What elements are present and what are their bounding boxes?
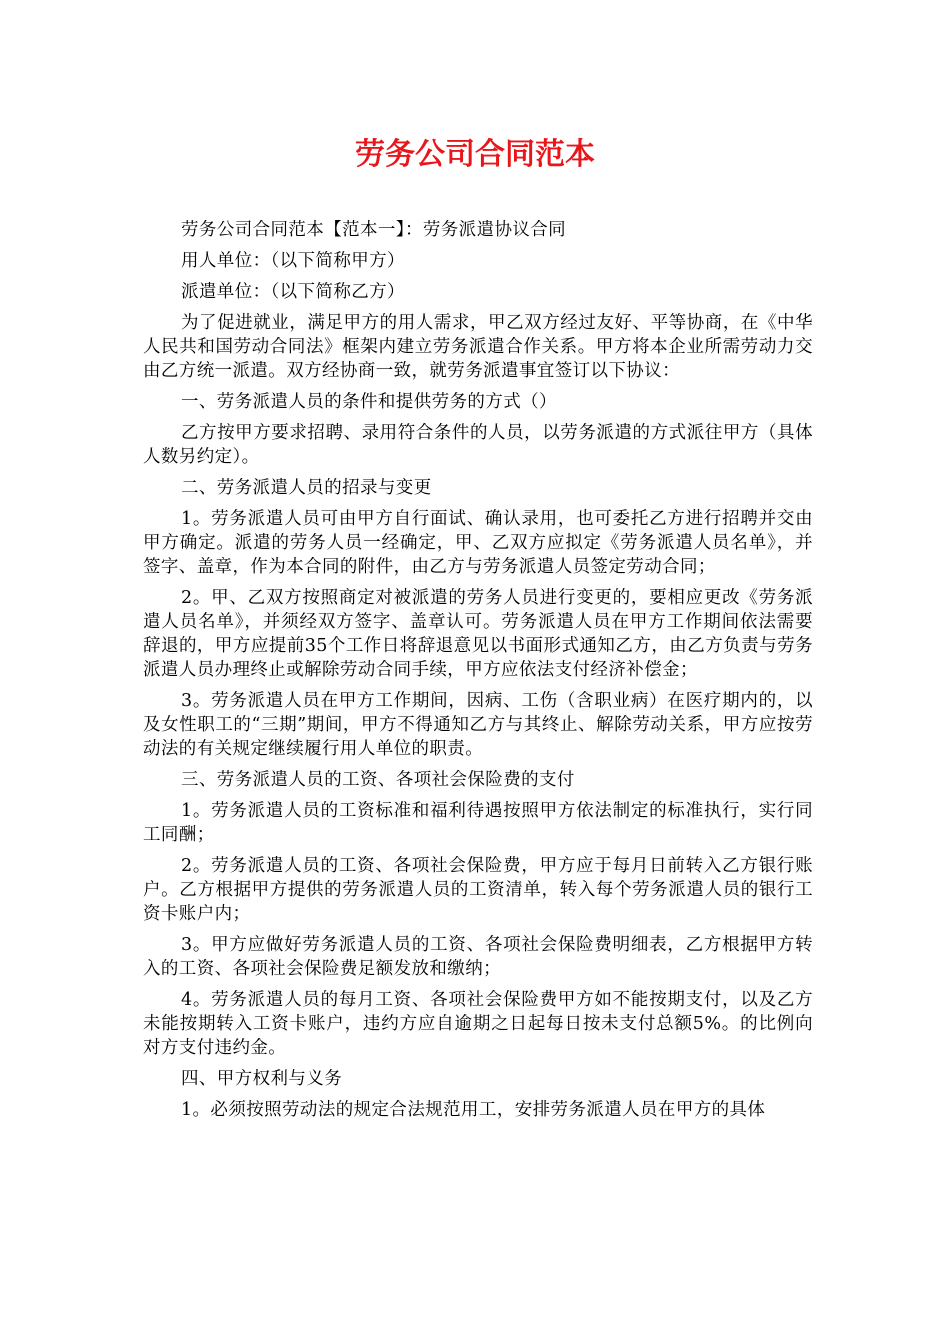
- document-body: [143, 218, 813, 1129]
- section-heading-1: 一、劳务派遣人员的条件和提供劳务的方式（）: [181, 392, 557, 412]
- paragraph: 乙方按甲方要求招聘、录用符合条件的人员，以劳务派遣的方式派往甲方（具体人数另约定）。: [143, 423, 813, 467]
- paragraph: 4。劳务派遣人员的每月工资、各项社会保险费甲方如不能按期支付，以及乙方未能按期转入工资卡账户，违约方应自逾期之日起每日按未支付总额5%。的比例向对方支付违约金。: [143, 990, 813, 1058]
- paragraph: 1。必须按照劳动法的规定合法规范用工，安排劳务派遣人员在甲方的具体: [181, 1100, 766, 1120]
- paragraph-employer: 用人单位：（以下简称甲方）: [181, 251, 405, 271]
- section-heading-2: 二、劳务派遣人员的招录与变更: [181, 478, 432, 498]
- paragraph: 2。甲、乙双方按照商定对被派遣的劳务人员进行变更的，要相应更改《劳务派遣人员名单》，并须经双方签字、盖章认可。劳务派遣人员在甲方工作期间依法需要辞退的，甲方应提前35个工作日将辞退意见以书面形式通知乙方，由乙方负责与劳务派遣人员办理终止或解除劳动合同手续，甲方应依法支付经济补偿金；: [143, 588, 813, 680]
- section-heading-4: 四、甲方权利与义务: [181, 1069, 343, 1089]
- paragraph: 1。劳务派遣人员的工资标准和福利待遇按照甲方依法制定的标准执行，实行同工同酬；: [143, 801, 813, 845]
- paragraph: 2。劳务派遣人员的工资、各项社会保险费，甲方应于每月日前转入乙方银行账户。乙方根据甲方提供的劳务派遣人员的工资清单，转入每个劳务派遣人员的银行工资卡账户内；: [143, 856, 813, 924]
- paragraph: 1。劳务派遣人员可由甲方自行面试、确认录用，也可委托乙方进行招聘并交由甲方确定。派遣的劳务人员一经确定，甲、乙双方应拟定《劳务派遣人员名单》，并签字、盖章，作为本合同的附件，由乙方与劳务派遣人员签定劳动合同；: [143, 509, 813, 577]
- paragraph: 3。劳务派遣人员在甲方工作期间，因病、工伤（含职业病）在医疗期内的，以及女性职工的“三期”期间，甲方不得通知乙方与其终止、解除劳动关系，甲方应按劳动法的有关规定继续履行用人单位的职责。: [143, 691, 813, 759]
- document-title: 劳务公司合同范本: [355, 137, 595, 172]
- paragraph-preamble: 为了促进就业，满足甲方的用人需求，甲乙双方经过友好、平等协商，在《中华人民共和国劳动合同法》框架内建立劳务派遣合作关系。甲方将本企业所需劳动力交由乙方统一派遣。双方经协商一致，就劳务派遣事宜签订以下协议：: [143, 313, 813, 381]
- paragraph: 3。甲方应做好劳务派遣人员的工资、各项社会保险费明细表，乙方根据甲方转入的工资、各项社会保险费足额发放和缴纳；: [143, 935, 813, 979]
- paragraph-intro: 劳务公司合同范本【范本一】：劳务派遣协议合同: [181, 220, 567, 240]
- paragraph-dispatcher: 派遣单位：（以下简称乙方）: [181, 282, 405, 302]
- section-heading-3: 三、劳务派遣人员的工资、各项社会保险费的支付: [181, 770, 575, 790]
